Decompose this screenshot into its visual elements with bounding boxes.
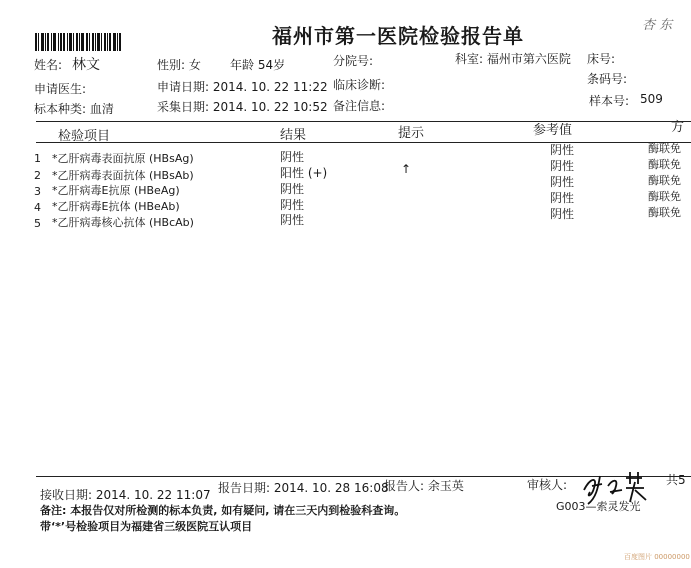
sex: 性别: 女 bbox=[157, 58, 201, 72]
patient-name: 林文 bbox=[72, 57, 100, 73]
row-number: 5 bbox=[34, 217, 41, 230]
specimen-type: 标本种类: 血清 bbox=[34, 102, 114, 116]
page-count: 共5 bbox=[666, 473, 686, 487]
row-method: 酶联免 bbox=[648, 190, 681, 203]
collect-date: 采集日期: 2014. 10. 22 10:52 bbox=[157, 100, 328, 114]
up-arrow-icon: ↑ bbox=[401, 162, 412, 176]
row-item: *乙肝病毒表面抗体 (HBsAb) bbox=[52, 169, 194, 182]
row-item: *乙肝病毒E抗原 (HBeAg) bbox=[52, 184, 180, 197]
sample-number-label: 样本号: bbox=[589, 94, 630, 108]
column-header-method: 方 bbox=[671, 120, 685, 135]
receive-date: 接收日期: 2014. 10. 22 11:07 bbox=[40, 488, 211, 502]
row-result: 阴性 bbox=[280, 182, 305, 196]
remarks: 备注信息: bbox=[333, 99, 386, 113]
footnote-mutual-recognition: 带‘*’号检验项目为福建省三级医院互认项目 bbox=[40, 520, 253, 533]
row-reference: 阴性 bbox=[550, 207, 575, 221]
reviewer-label: 审核人: bbox=[527, 478, 568, 492]
row-method: 酶联免 bbox=[648, 174, 681, 187]
row-result: 阴性 bbox=[280, 198, 305, 212]
bed-number: 床号: bbox=[587, 52, 616, 66]
row-item: *乙肝病毒表面抗原 (HBsAg) bbox=[52, 152, 194, 165]
name-label: 姓名: bbox=[34, 58, 63, 72]
row-result: 阳性 (+) bbox=[280, 166, 328, 180]
column-header-reference: 参考值 bbox=[533, 123, 573, 138]
divider bbox=[36, 142, 691, 143]
reporter: 报告人: 余玉英 bbox=[384, 479, 464, 493]
row-method: 酶联免 bbox=[648, 142, 681, 155]
report-title: 福州市第一医院检验报告单 bbox=[272, 24, 524, 48]
reviewer-code: G003—索灵发光 bbox=[556, 500, 641, 513]
row-method: 酶联免 bbox=[648, 158, 681, 171]
row-number: 3 bbox=[34, 185, 41, 198]
row-reference: 阴性 bbox=[550, 159, 575, 173]
branch-number: 分院号: bbox=[333, 54, 374, 68]
barcode-number: 条码号: bbox=[587, 72, 628, 86]
applicant-doctor: 申请医生: bbox=[34, 82, 87, 96]
clinical-diagnosis: 临床诊断: bbox=[333, 78, 386, 92]
corner-handwriting: 杏 东 bbox=[642, 18, 673, 33]
department: 科室: 福州市第六医院 bbox=[455, 52, 571, 66]
column-header-hint: 提示 bbox=[398, 126, 425, 141]
row-number: 4 bbox=[34, 201, 41, 214]
divider bbox=[36, 121, 691, 122]
apply-date: 申请日期: 2014. 10. 22 11:22 bbox=[157, 80, 328, 94]
row-item: *乙肝病毒核心抗体 (HBcAb) bbox=[52, 216, 194, 229]
row-number: 2 bbox=[34, 169, 41, 182]
barcode bbox=[35, 33, 133, 51]
column-header-result: 结果 bbox=[280, 128, 307, 143]
row-method: 酶联免 bbox=[648, 206, 681, 219]
row-reference: 阴性 bbox=[550, 143, 575, 157]
footnote: 备注: 本报告仅对所检测的标本负责, 如有疑问, 请在三天内到检验科查询。 bbox=[40, 504, 406, 517]
row-reference: 阴性 bbox=[550, 191, 575, 205]
row-reference: 阴性 bbox=[550, 175, 575, 189]
report-date: 报告日期: 2014. 10. 28 16:08 bbox=[218, 481, 389, 495]
row-item: *乙肝病毒E抗体 (HBeAb) bbox=[52, 200, 180, 213]
row-number: 1 bbox=[34, 152, 41, 165]
column-header-item: 检验项目 bbox=[58, 129, 111, 144]
row-result: 阴性 bbox=[280, 213, 305, 227]
watermark: 百度图片 00000000 bbox=[624, 553, 690, 561]
sample-number: 509 bbox=[640, 92, 663, 106]
row-result: 阴性 bbox=[280, 150, 305, 164]
age: 年龄 54岁 bbox=[230, 58, 286, 72]
